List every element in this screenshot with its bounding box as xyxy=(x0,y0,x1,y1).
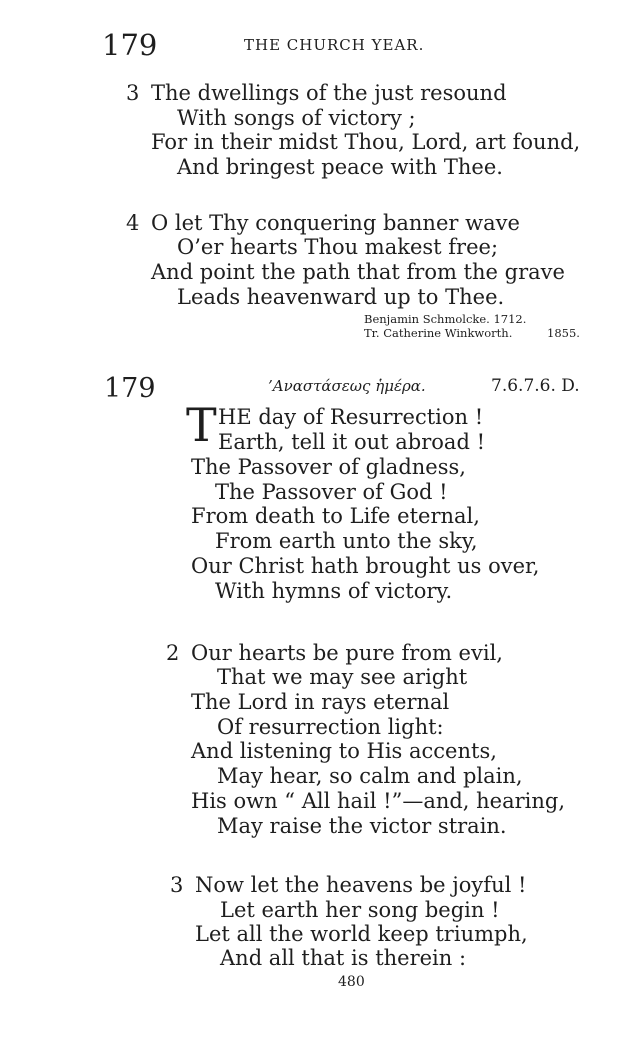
hymn-number: 179 xyxy=(104,373,156,404)
verse-line: Our hearts be pure from evil, xyxy=(191,641,503,665)
hymn-meter: 7.6.7.6. D. xyxy=(491,376,580,396)
verse-line: O’er hearts Thou makest free; xyxy=(177,235,499,259)
verse-line: From death to Life eternal, xyxy=(191,504,480,528)
verse-line: Earth, tell it out abroad ! xyxy=(218,430,486,454)
attribution-year: 1855. xyxy=(547,326,580,340)
verse-line: From earth unto the sky, xyxy=(215,529,478,553)
verse-line: And all that is therein : xyxy=(220,946,467,970)
verse-line: Our Christ hath brought us over, xyxy=(191,554,540,578)
verse-line: And point the path that from the grave xyxy=(151,260,565,284)
page-number: 480 xyxy=(338,974,365,990)
verse-line: Let all the world keep triumph, xyxy=(195,922,528,946)
attribution-translator: Tr. Catherine Winkworth. xyxy=(364,326,513,340)
verse-line: Now let the heavens be joyful ! xyxy=(195,873,527,897)
verse-line: Leads heavenward up to Thee. xyxy=(177,285,505,309)
verse-number: 3 xyxy=(170,873,184,897)
verse-line: And listening to His accents, xyxy=(191,739,497,763)
verse-line: His own “ All hail !”—and, hearing, xyxy=(191,789,566,813)
verse-line: With songs of victory ; xyxy=(177,106,416,130)
verse-line: With hymns of victory. xyxy=(215,579,453,603)
verse-line: For in their midst Thou, Lord, art found, xyxy=(151,130,581,154)
drop-cap: T xyxy=(186,398,217,452)
attribution-author: Benjamin Schmolcke. 1712. xyxy=(364,312,527,326)
verse-line: And bringest peace with Thee. xyxy=(177,155,503,179)
verse-number: 3 xyxy=(126,81,140,105)
verse-number: 4 xyxy=(126,211,140,235)
page-hymn-number: 179 xyxy=(102,28,158,62)
verse-line: The Lord in rays eternal xyxy=(191,690,450,714)
hymn-greek-title: ’Αναστάσεως ἡμέρα. xyxy=(268,377,426,395)
running-title: THE CHURCH YEAR. xyxy=(244,36,425,54)
verse-line: HE day of Resurrection ! xyxy=(218,405,484,429)
verse-line: The dwellings of the just resound xyxy=(151,81,507,105)
verse-number: 2 xyxy=(166,641,180,665)
verse-line: That we may see aright xyxy=(217,665,468,689)
verse-line: The Passover of gladness, xyxy=(191,455,466,479)
verse-line: The Passover of God ! xyxy=(215,480,448,504)
verse-line: O let Thy conquering banner wave xyxy=(151,211,520,235)
verse-line: May raise the victor strain. xyxy=(217,814,507,838)
verse-line: Of resurrection light: xyxy=(217,715,444,739)
verse-line: May hear, so calm and plain, xyxy=(217,764,523,788)
verse-line: Let earth her song begin ! xyxy=(220,898,500,922)
